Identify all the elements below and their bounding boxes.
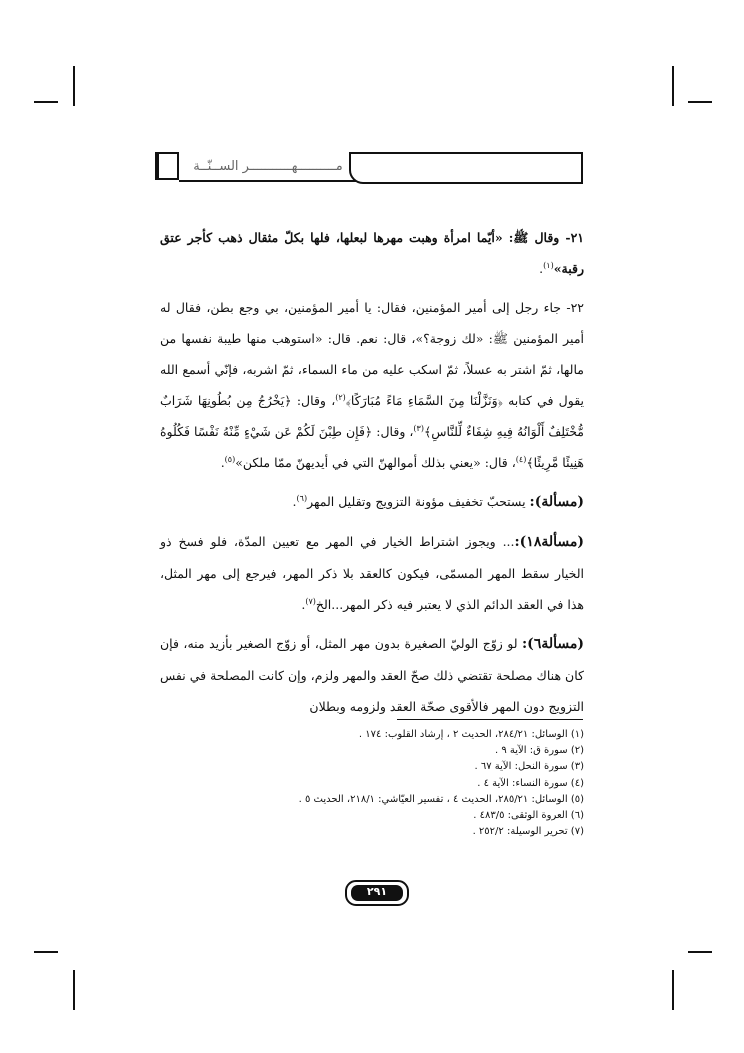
crop-mark-bottom-right-v <box>672 970 674 1010</box>
paragraph-22 <box>160 292 584 478</box>
header-left-bracket <box>155 152 179 180</box>
paragraph-text: يستحبّ تخفيف مؤونة التزويج وتقليل المهر <box>307 494 530 509</box>
masala-6-paragraph <box>160 628 584 722</box>
paragraph-text: ... ويجوز اشتراط الخيار في المهر مع تعيين المدّة، فلو فسخ ذو الخيار سقط المهر المسمّى، فيكون كالعقد بلا ذكر المهر، فيرجع إلى مهر المثل، هذا في العقد الدائم الذي لا يعتبر فيه ذكر المهر...الخ <box>160 534 584 612</box>
page-number-badge <box>345 880 409 906</box>
footnote-ref: (٣) <box>413 423 424 433</box>
footnote-item: (٣) سورة النحل: الآية ٦٧ . <box>474 761 584 773</box>
masala-label: (مسألة): <box>529 494 584 510</box>
crop-mark-top-right-h <box>688 101 712 103</box>
header-title: مــــــــــهـــــــــــر الســنّــة <box>193 159 343 174</box>
crop-mark-bottom-left-v <box>73 970 75 1010</box>
footnote-item: (٧) تحرير الوسيلة: ٢٥٢/٢ . <box>472 826 584 838</box>
paragraph-tail: . <box>539 261 544 276</box>
paragraph-tail: . <box>301 597 306 612</box>
footnote-ref: (٦) <box>296 493 308 503</box>
footnote-ref: (٧) <box>305 596 316 606</box>
masala-label: (مسألة٦): <box>522 636 584 652</box>
paragraph-text-2: ، وقال: ﴿يَخْرُجُ مِن بُطُونِهَا شَرَابٌ مُّخْتَلِفٌ أَلْوَانُهُ فِيهِ شِفَاءٌ لِّلنَّاسِ﴾ <box>160 393 584 439</box>
footnote-item: (٥) الوسائل: ٢٨٥/٢١، الحديث ٤ ، تفسير العيّاشي: ٢١٨/١، الحديث ٥ . <box>298 793 584 805</box>
paragraph-text-4: ، قال: «يعني بذلك أموالهنّ التي في أيديهنّ ممّا ملكن» <box>235 455 516 470</box>
crop-mark-bottom-right-h <box>688 951 712 953</box>
paragraph-text: ٢٢- جاء رجل إلى أمير المؤمنين، فقال: يا أمير المؤمنين، بي وجع بطن، فقال له أمير المؤمنين ﷺ: «لك زوجة؟»، قال: نعم. قال: «استوهب منها طيبة نفسها من مالها، ثمّ اشتر به عسلاً، ثمّ اسكب عليه من ماء السماء، ثمّ اشربه، فإنّي أسمع الله يقول في كتابه ﴿وَنَزَّلْنَا مِنَ السَّمَاءِ مَاءً مُبَارَكًا﴾ <box>160 300 584 408</box>
footnote-ref: (٤) <box>515 454 527 464</box>
footnote-separator <box>397 719 583 720</box>
paragraph-text: ٢١- وقال ﷺ: «أيّما امرأة وهبت مهرها لبعلها، فلها بكلّ مثقال ذهب كأجر عتق رقبة» <box>160 230 584 276</box>
crop-mark-top-right-v <box>672 66 674 106</box>
crop-mark-top-left-v <box>73 66 75 106</box>
crop-mark-top-left-h <box>34 101 58 103</box>
masala-18-paragraph <box>160 526 584 620</box>
paragraph-text: لو زوّج الوليّ الصغيرة بدون مهر المثل، أو زوّج الصغير بأزيد منه، فإن كان هناك مصلحة تقتضي ذلك صحّ العقد والمهر ولزم، وإن كانت المصلحة في نفس التزويج دون المهر فالأقوى صحّة العقد ولزومه وبطلان <box>160 636 584 714</box>
masala-paragraph <box>160 486 584 518</box>
footnote-ref: (٥) <box>224 454 236 464</box>
crop-mark-bottom-left-h <box>34 951 58 953</box>
page-body <box>160 222 584 730</box>
running-header <box>155 152 583 182</box>
footnote-item: (٦) العروة الوثقى: ٤٨٣/٥ . <box>473 810 584 822</box>
header-rule <box>179 180 369 182</box>
paragraph-21 <box>160 222 584 284</box>
paragraph-tail: . <box>292 494 297 509</box>
footnotes <box>160 727 584 840</box>
footnote-item: (١) الوسائل: ٢٨٤/٢١، الحديث ٢ ، إرشاد القلوب: ١٧٤ . <box>358 729 584 740</box>
footnote-ref: (٢) <box>335 392 346 402</box>
footnote-item: (٢) سورة ق: الآية ٩ . <box>495 745 584 757</box>
page-number: ٢٩١ <box>351 885 403 901</box>
paragraph-tail: . <box>220 455 225 470</box>
footnote-item: (٤) سورة النساء: الآية ٤ . <box>477 777 584 789</box>
paragraph-text-3: ، وقال: ﴿فَإِن طِبْنَ لَكُمْ عَن شَيْءٍ مِّنْهُ نَفْسًا فَكُلُوهُ هَنِيئًا مَّرِيئًا﴾ <box>160 424 584 470</box>
masala-label: (مسألة١٨): <box>514 534 584 550</box>
header-right-box <box>349 152 583 184</box>
footnote-ref: (١) <box>543 260 554 270</box>
